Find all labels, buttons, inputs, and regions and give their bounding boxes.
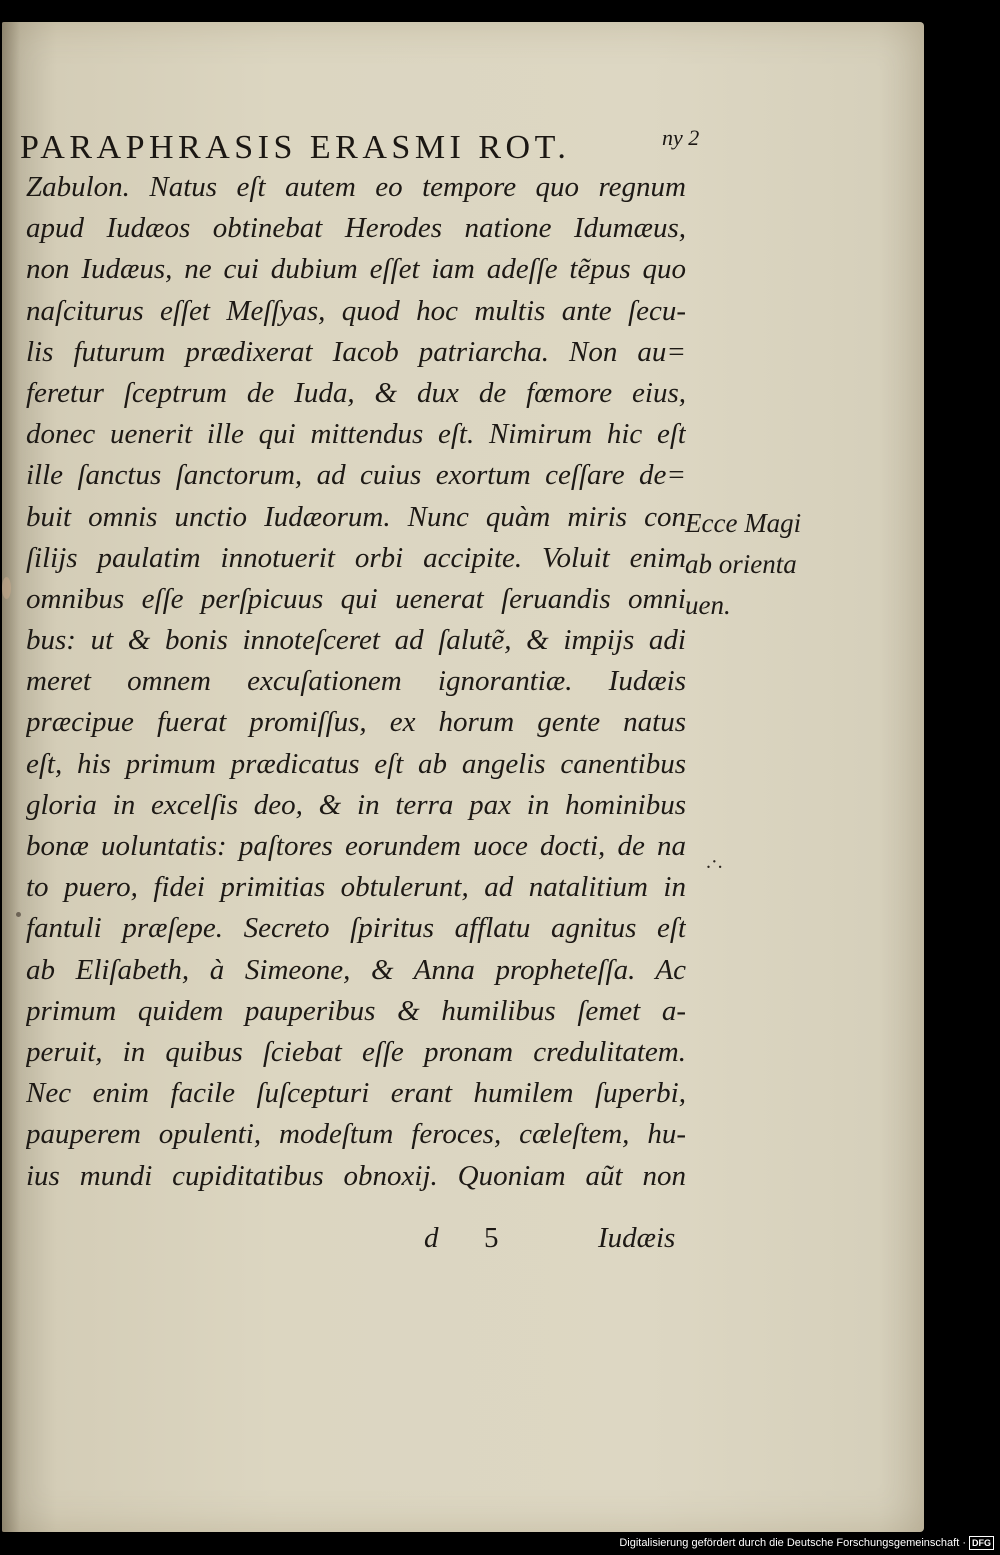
text-line: bonæ uoluntatis: paſtores eorundem uoce docti, de na	[26, 830, 686, 862]
running-title: PARAPHRASIS ERASMI ROT.	[20, 129, 571, 166]
text-line: Nec enim facile ſuſcepturi erant humilem ſuperbi,	[26, 1077, 686, 1110]
signature-number: 5	[484, 1222, 499, 1254]
text-line: meret omnem excuſationem ignorantiæ. Iudæis	[26, 665, 686, 698]
marginal-note	[685, 503, 825, 626]
catchword: Iudæis	[598, 1222, 676, 1254]
margin-note-line: ab orienta	[685, 549, 797, 579]
text-line: pauperem opulenti, modeſtum feroces, cæleſtem, hu-	[26, 1118, 686, 1151]
text-line: to puero, fidei primitias obtulerunt, ad natalitium in	[26, 871, 686, 904]
text-line: apud Iudæos obtinebat Herodes natione Idumæus,	[26, 212, 686, 245]
main-text-block	[26, 167, 686, 1197]
margin-note-line: uen.	[685, 590, 731, 620]
running-header	[20, 125, 720, 168]
text-line: ab Eliſabeth, à Simeone, & Anna propheteſſa. Ac	[26, 953, 686, 986]
margin-note-line: Ecce Magi	[685, 508, 802, 538]
text-line: gloria in excelſis deo, & in terra pax in hominibus	[26, 788, 686, 821]
text-line: ius mundi cupiditatibus obnoxij. Quoniam aũt non	[26, 1159, 686, 1192]
text-line: non Iudæus, ne cui dubium eſſet iam adeſſe tẽpus quo	[26, 253, 686, 286]
text-line: buit omnis unctio Iudæorum. Nunc quàm miris con	[26, 500, 686, 533]
text-line: primum quidem pauperibus & humilibus ſemet a-	[26, 994, 686, 1027]
text-line: præcipue fuerat promiſſus, ex horum gente natus	[26, 706, 686, 739]
text-line: feretur ſceptrum de Iuda, & dux de fœmore eius,	[26, 376, 686, 409]
handwritten-folio-note: ny 2	[662, 125, 700, 150]
text-line: peruit, in quibus ſciebat eſſe pronam credulitatem.	[26, 1035, 686, 1068]
paper-stain	[2, 577, 11, 599]
signature-letter: d	[424, 1222, 439, 1254]
text-line: ille ſanctus ſanctorum, ad cuius exortum ceſſare de=	[26, 459, 686, 492]
text-line: naſciturus eſſet Meſſyas, quod hoc multis ante ſecu-	[26, 294, 686, 327]
marginal-mark: .·.	[706, 851, 723, 873]
credit-text: Digitalisierung gefördert durch die Deutsche Forschungsgemeinschaft ·	[619, 1537, 966, 1549]
digitization-credit	[619, 1534, 994, 1552]
text-line: lis futurum prædixerat Iacob patriarcha. Non au=	[26, 335, 686, 368]
text-line: omnibus eſſe perſpicuus qui uenerat ſeruandis omni	[26, 582, 686, 615]
text-line: donec uenerit ille qui mittendus eſt. Nimirum hic eſt	[26, 418, 686, 451]
paper-stain	[16, 912, 21, 917]
text-line: eſt, his primum prædicatus eſt ab angelis canentibus	[26, 747, 686, 780]
text-line: Zabulon. Natus eſt autem eo tempore quo regnum	[26, 171, 686, 203]
dfg-logo: DFG	[969, 1536, 994, 1550]
text-line: bus: ut & bonis innoteſceret ad ſalutẽ, & impijs adi	[26, 624, 686, 657]
text-line: fantuli præſepe. Secreto ſpiritus afflatu agnitus eſt	[26, 912, 686, 945]
text-line: ſilijs paulatim innotuerit orbi accipite. Voluit enim	[26, 541, 686, 574]
